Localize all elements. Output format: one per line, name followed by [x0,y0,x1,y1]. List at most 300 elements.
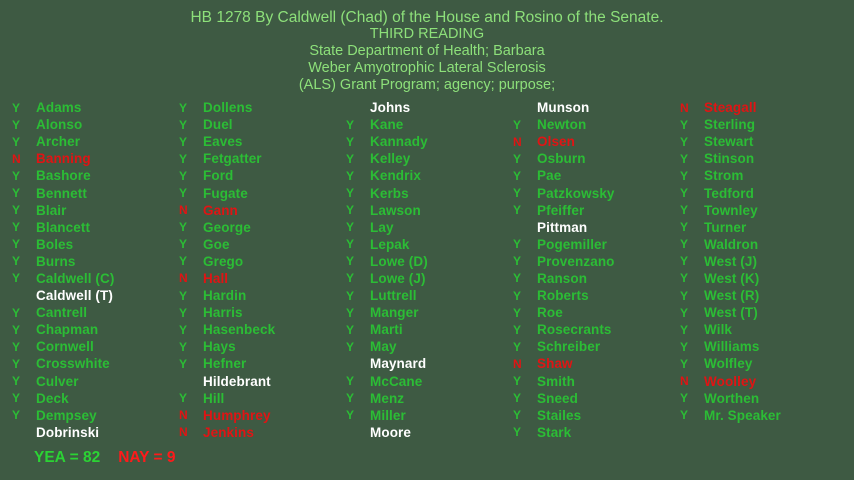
roll-call-column-1 [10,99,176,441]
member-name: Culver [36,373,79,389]
vote-indicator: Y [346,220,355,235]
roll-call-column-3 [344,99,510,441]
member-name: Roe [537,305,563,321]
vote-indicator: Y [680,356,689,371]
vote-indicator: Y [12,117,21,132]
member-name: Ford [203,168,234,184]
nay-total: NAY = 9 [118,449,176,466]
member-row [678,304,844,321]
member-name: Rosecrants [537,322,612,338]
vote-indicator: Y [680,237,689,252]
member-name: Provenzano [537,253,615,269]
member-row [10,407,176,424]
vote-indicator: Y [179,237,188,252]
member-row [177,304,343,321]
member-name: Dobrinski [36,424,100,440]
vote-indicator: N [513,134,522,149]
member-row [344,304,510,321]
member-row [177,407,343,424]
member-name: Hardin [203,288,247,304]
member-name: Hildebrant [203,373,271,389]
member-row [344,338,510,355]
member-row [344,321,510,338]
vote-indicator: Y [346,203,355,218]
vote-indicator: Y [513,254,522,269]
member-row [344,270,510,287]
member-row [10,338,176,355]
vote-indicator: Y [346,186,355,201]
member-name: Grego [203,253,244,269]
member-row [511,167,677,184]
member-name: Osburn [537,151,586,167]
member-name: Kelley [370,151,411,167]
member-row [10,373,176,390]
member-name: Hefner [203,356,247,372]
member-name: Mr. Speaker [704,407,781,423]
member-row [511,202,677,219]
member-row [344,133,510,150]
member-name: Woolley [704,373,757,389]
vote-indicator: Y [12,271,21,286]
member-name: Lawson [370,202,421,218]
member-name: Patzkowsky [537,185,615,201]
vote-indicator: Y [680,408,689,423]
member-name: Munson [537,100,590,116]
vote-indicator: Y [513,391,522,406]
member-name: Caldwell (T) [36,288,113,304]
member-row [10,304,176,321]
member-name: Archer [36,134,81,150]
member-name: Stinson [704,151,755,167]
member-name: Cantrell [36,305,88,321]
member-name: Jenkins [203,424,254,440]
member-name: Humphrey [203,407,271,423]
member-row [344,99,510,116]
member-row [678,253,844,270]
vote-indicator: Y [513,186,522,201]
member-row [344,287,510,304]
member-row [344,355,510,372]
member-name: West (K) [704,270,760,286]
member-row [511,287,677,304]
member-row [344,150,510,167]
member-name: Worthen [704,390,760,406]
member-row [10,99,176,116]
member-name: Stark [537,424,572,440]
vote-indicator: Y [680,271,689,286]
vote-indicator: Y [346,254,355,269]
vote-indicator: Y [179,168,188,183]
member-name: Boles [36,236,74,252]
vote-indicator: N [179,203,188,218]
vote-indicator: Y [12,305,21,320]
bill-header [0,9,854,94]
vote-indicator: N [179,425,188,440]
member-row [10,116,176,133]
member-row [511,253,677,270]
member-name: Blair [36,202,67,218]
member-row [177,116,343,133]
member-row [678,407,844,424]
vote-indicator: Y [346,391,355,406]
member-row [344,236,510,253]
member-name: Stewart [704,134,754,150]
member-name: Dempsey [36,407,97,423]
member-row [511,355,677,372]
member-name: Blancett [36,219,91,235]
vote-indicator: N [680,100,689,115]
member-name: Menz [370,390,405,406]
member-row [344,407,510,424]
vote-indicator: Y [179,288,188,303]
bill-description-line-3: (ALS) Grant Program; agency; purpose; [298,77,556,93]
vote-indicator: Y [680,305,689,320]
member-name: Duel [203,117,233,133]
member-name: Luttrell [370,288,417,304]
roll-call-column-5 [678,99,844,424]
vote-indicator: Y [346,237,355,252]
vote-totals [34,449,176,467]
vote-indicator: Y [12,237,21,252]
member-row [511,184,677,201]
reading-stage: THIRD READING [369,26,485,42]
member-row [511,133,677,150]
vote-indicator: N [680,374,689,389]
vote-indicator: Y [513,322,522,337]
member-row [177,424,343,441]
member-row [177,202,343,219]
member-name: Dollens [203,100,253,116]
vote-indicator: Y [680,322,689,337]
member-name: George [203,219,251,235]
vote-indicator: Y [12,134,21,149]
member-row [10,321,176,338]
vote-indicator: Y [513,339,522,354]
member-name: Hays [203,339,236,355]
member-row [10,219,176,236]
member-row [10,287,176,304]
vote-indicator: Y [513,117,522,132]
member-row [678,184,844,201]
member-name: Adams [36,100,82,116]
vote-indicator: N [513,356,522,371]
member-name: Wolfley [704,356,753,372]
member-row [511,407,677,424]
vote-indicator: Y [680,151,689,166]
member-name: Kannady [370,134,428,150]
vote-indicator: Y [12,339,21,354]
member-name: Kane [370,117,404,133]
member-row [10,390,176,407]
bill-title: HB 1278 By Caldwell (Chad) of the House and Rosino of the Senate. [190,9,664,26]
member-name: Shaw [537,356,573,372]
member-row [177,390,343,407]
vote-indicator: Y [513,288,522,303]
member-name: McCane [370,373,423,389]
vote-indicator: Y [179,220,188,235]
vote-indicator: Y [179,391,188,406]
member-name: Crosswhite [36,356,110,372]
bill-description-line-2: Weber Amyotrophic Lateral Sclerosis [308,60,546,76]
vote-indicator: Y [179,117,188,132]
vote-indicator: Y [513,237,522,252]
member-name: Alonso [36,117,83,133]
vote-indicator: Y [513,425,522,440]
member-name: Pogemiller [537,236,608,252]
vote-indicator: Y [680,134,689,149]
roll-call-column-4 [511,99,677,441]
member-row [177,287,343,304]
member-row [511,373,677,390]
member-row [511,99,677,116]
member-name: Cornwell [36,339,94,355]
vote-indicator: Y [346,271,355,286]
vote-indicator: Y [346,374,355,389]
vote-indicator: Y [12,168,21,183]
member-name: Lowe (J) [370,270,426,286]
member-row [177,338,343,355]
member-name: Sneed [537,390,579,406]
vote-indicator: Y [12,100,21,115]
member-row [177,219,343,236]
member-name: Gann [203,202,238,218]
member-row [511,390,677,407]
member-row [344,424,510,441]
member-name: Pae [537,168,562,184]
vote-indicator: Y [12,322,21,337]
yea-total: YEA = 82 [34,449,101,466]
member-row [177,253,343,270]
member-name: Roberts [537,288,589,304]
vote-indicator: Y [513,151,522,166]
member-row [177,184,343,201]
vote-indicator: Y [179,305,188,320]
member-row [177,236,343,253]
member-name: Tedford [704,185,754,201]
vote-indicator: Y [513,168,522,183]
member-row [177,167,343,184]
vote-indicator: Y [179,254,188,269]
member-row [511,321,677,338]
member-name: Hasenbeck [203,322,276,338]
member-row [10,202,176,219]
member-row [177,321,343,338]
vote-indicator: Y [179,151,188,166]
member-row [344,219,510,236]
member-row [678,219,844,236]
vote-indicator: Y [12,203,21,218]
vote-indicator: Y [179,134,188,149]
member-row [177,133,343,150]
member-name: May [370,339,397,355]
vote-indicator: N [12,151,21,166]
member-row [511,116,677,133]
member-row [177,150,343,167]
member-row [177,373,343,390]
member-row [511,338,677,355]
member-name: Bashore [36,168,91,184]
member-row [344,116,510,133]
vote-indicator: Y [12,408,21,423]
member-name: Lay [370,219,394,235]
member-name: Goe [203,236,230,252]
member-row [177,355,343,372]
member-name: Wilk [704,322,733,338]
member-name: Strom [704,168,744,184]
member-row [10,167,176,184]
member-name: Deck [36,390,69,406]
vote-indicator: Y [346,151,355,166]
member-row [678,338,844,355]
member-row [678,287,844,304]
member-row [678,99,844,116]
member-row [344,184,510,201]
member-row [344,373,510,390]
member-row [10,133,176,150]
vote-indicator: Y [680,254,689,269]
member-row [344,253,510,270]
member-name: Bennett [36,185,87,201]
member-name: Chapman [36,322,99,338]
member-name: Sterling [704,117,756,133]
vote-indicator: Y [513,203,522,218]
member-name: Moore [370,424,411,440]
member-name: West (R) [704,288,760,304]
vote-indicator: Y [513,305,522,320]
member-name: Schreiber [537,339,601,355]
member-row [344,202,510,219]
vote-indicator: Y [680,117,689,132]
vote-indicator: N [179,271,188,286]
member-name: Lepak [370,236,410,252]
member-row [678,355,844,372]
member-row [10,270,176,287]
member-name: Manger [370,305,419,321]
member-row [511,219,677,236]
member-name: Kendrix [370,168,421,184]
member-name: Johns [370,100,411,116]
vote-indicator: Y [179,186,188,201]
member-name: Townley [704,202,758,218]
vote-indicator: Y [179,100,188,115]
member-row [344,390,510,407]
vote-indicator: Y [680,391,689,406]
member-name: Maynard [370,356,427,372]
member-row [10,253,176,270]
vote-indicator: Y [680,186,689,201]
vote-indicator: Y [12,391,21,406]
member-name: Hall [203,270,229,286]
vote-indicator: Y [513,271,522,286]
member-row [678,167,844,184]
vote-indicator: Y [12,220,21,235]
member-row [678,390,844,407]
member-name: Banning [36,151,91,167]
member-row [10,184,176,201]
member-name: Kerbs [370,185,409,201]
member-row [511,424,677,441]
member-name: Lowe (D) [370,253,428,269]
member-name: Olsen [537,134,576,150]
member-row [678,373,844,390]
member-name: Burns [36,253,76,269]
member-name: West (T) [704,305,758,321]
member-row [678,236,844,253]
member-row [678,150,844,167]
vote-indicator: N [179,408,188,423]
member-name: Steagall [704,100,757,116]
member-name: Eaves [203,134,243,150]
roll-call-column-2 [177,99,343,441]
vote-indicator: Y [680,220,689,235]
vote-indicator: Y [346,168,355,183]
vote-indicator: Y [179,322,188,337]
member-row [511,304,677,321]
member-row [678,116,844,133]
vote-indicator: Y [12,254,21,269]
member-row [678,133,844,150]
member-row [511,150,677,167]
member-name: Pfeiffer [537,202,585,218]
member-row [678,202,844,219]
vote-indicator: Y [513,408,522,423]
member-row [678,270,844,287]
member-row [177,99,343,116]
member-name: Hill [203,390,225,406]
member-name: Waldron [704,236,759,252]
vote-indicator: Y [513,374,522,389]
member-name: West (J) [704,253,758,269]
vote-indicator: Y [12,374,21,389]
member-row [344,167,510,184]
member-row [177,270,343,287]
member-row [10,355,176,372]
vote-indicator: Y [680,168,689,183]
vote-indicator: Y [12,186,21,201]
vote-indicator: Y [346,322,355,337]
member-row [10,424,176,441]
member-row [511,270,677,287]
member-row [10,150,176,167]
member-name: Fetgatter [203,151,262,167]
vote-indicator: Y [680,339,689,354]
member-name: Pittman [537,219,588,235]
vote-indicator: Y [680,203,689,218]
vote-indicator: Y [12,356,21,371]
vote-indicator: Y [346,288,355,303]
vote-indicator: Y [346,134,355,149]
member-name: Newton [537,117,587,133]
member-name: Miller [370,407,406,423]
vote-indicator: Y [346,305,355,320]
member-name: Harris [203,305,243,321]
bill-description-line-1: State Department of Health; Barbara [309,43,545,59]
member-name: Smith [537,373,576,389]
vote-indicator: Y [346,117,355,132]
vote-indicator: Y [346,339,355,354]
member-name: Marti [370,322,403,338]
vote-indicator: Y [179,356,188,371]
member-name: Fugate [203,185,248,201]
member-row [10,236,176,253]
vote-indicator: Y [179,339,188,354]
member-name: Ranson [537,270,588,286]
member-row [678,321,844,338]
vote-indicator: Y [346,408,355,423]
member-name: Caldwell (C) [36,270,115,286]
vote-indicator: Y [680,288,689,303]
member-name: Stailes [537,407,582,423]
